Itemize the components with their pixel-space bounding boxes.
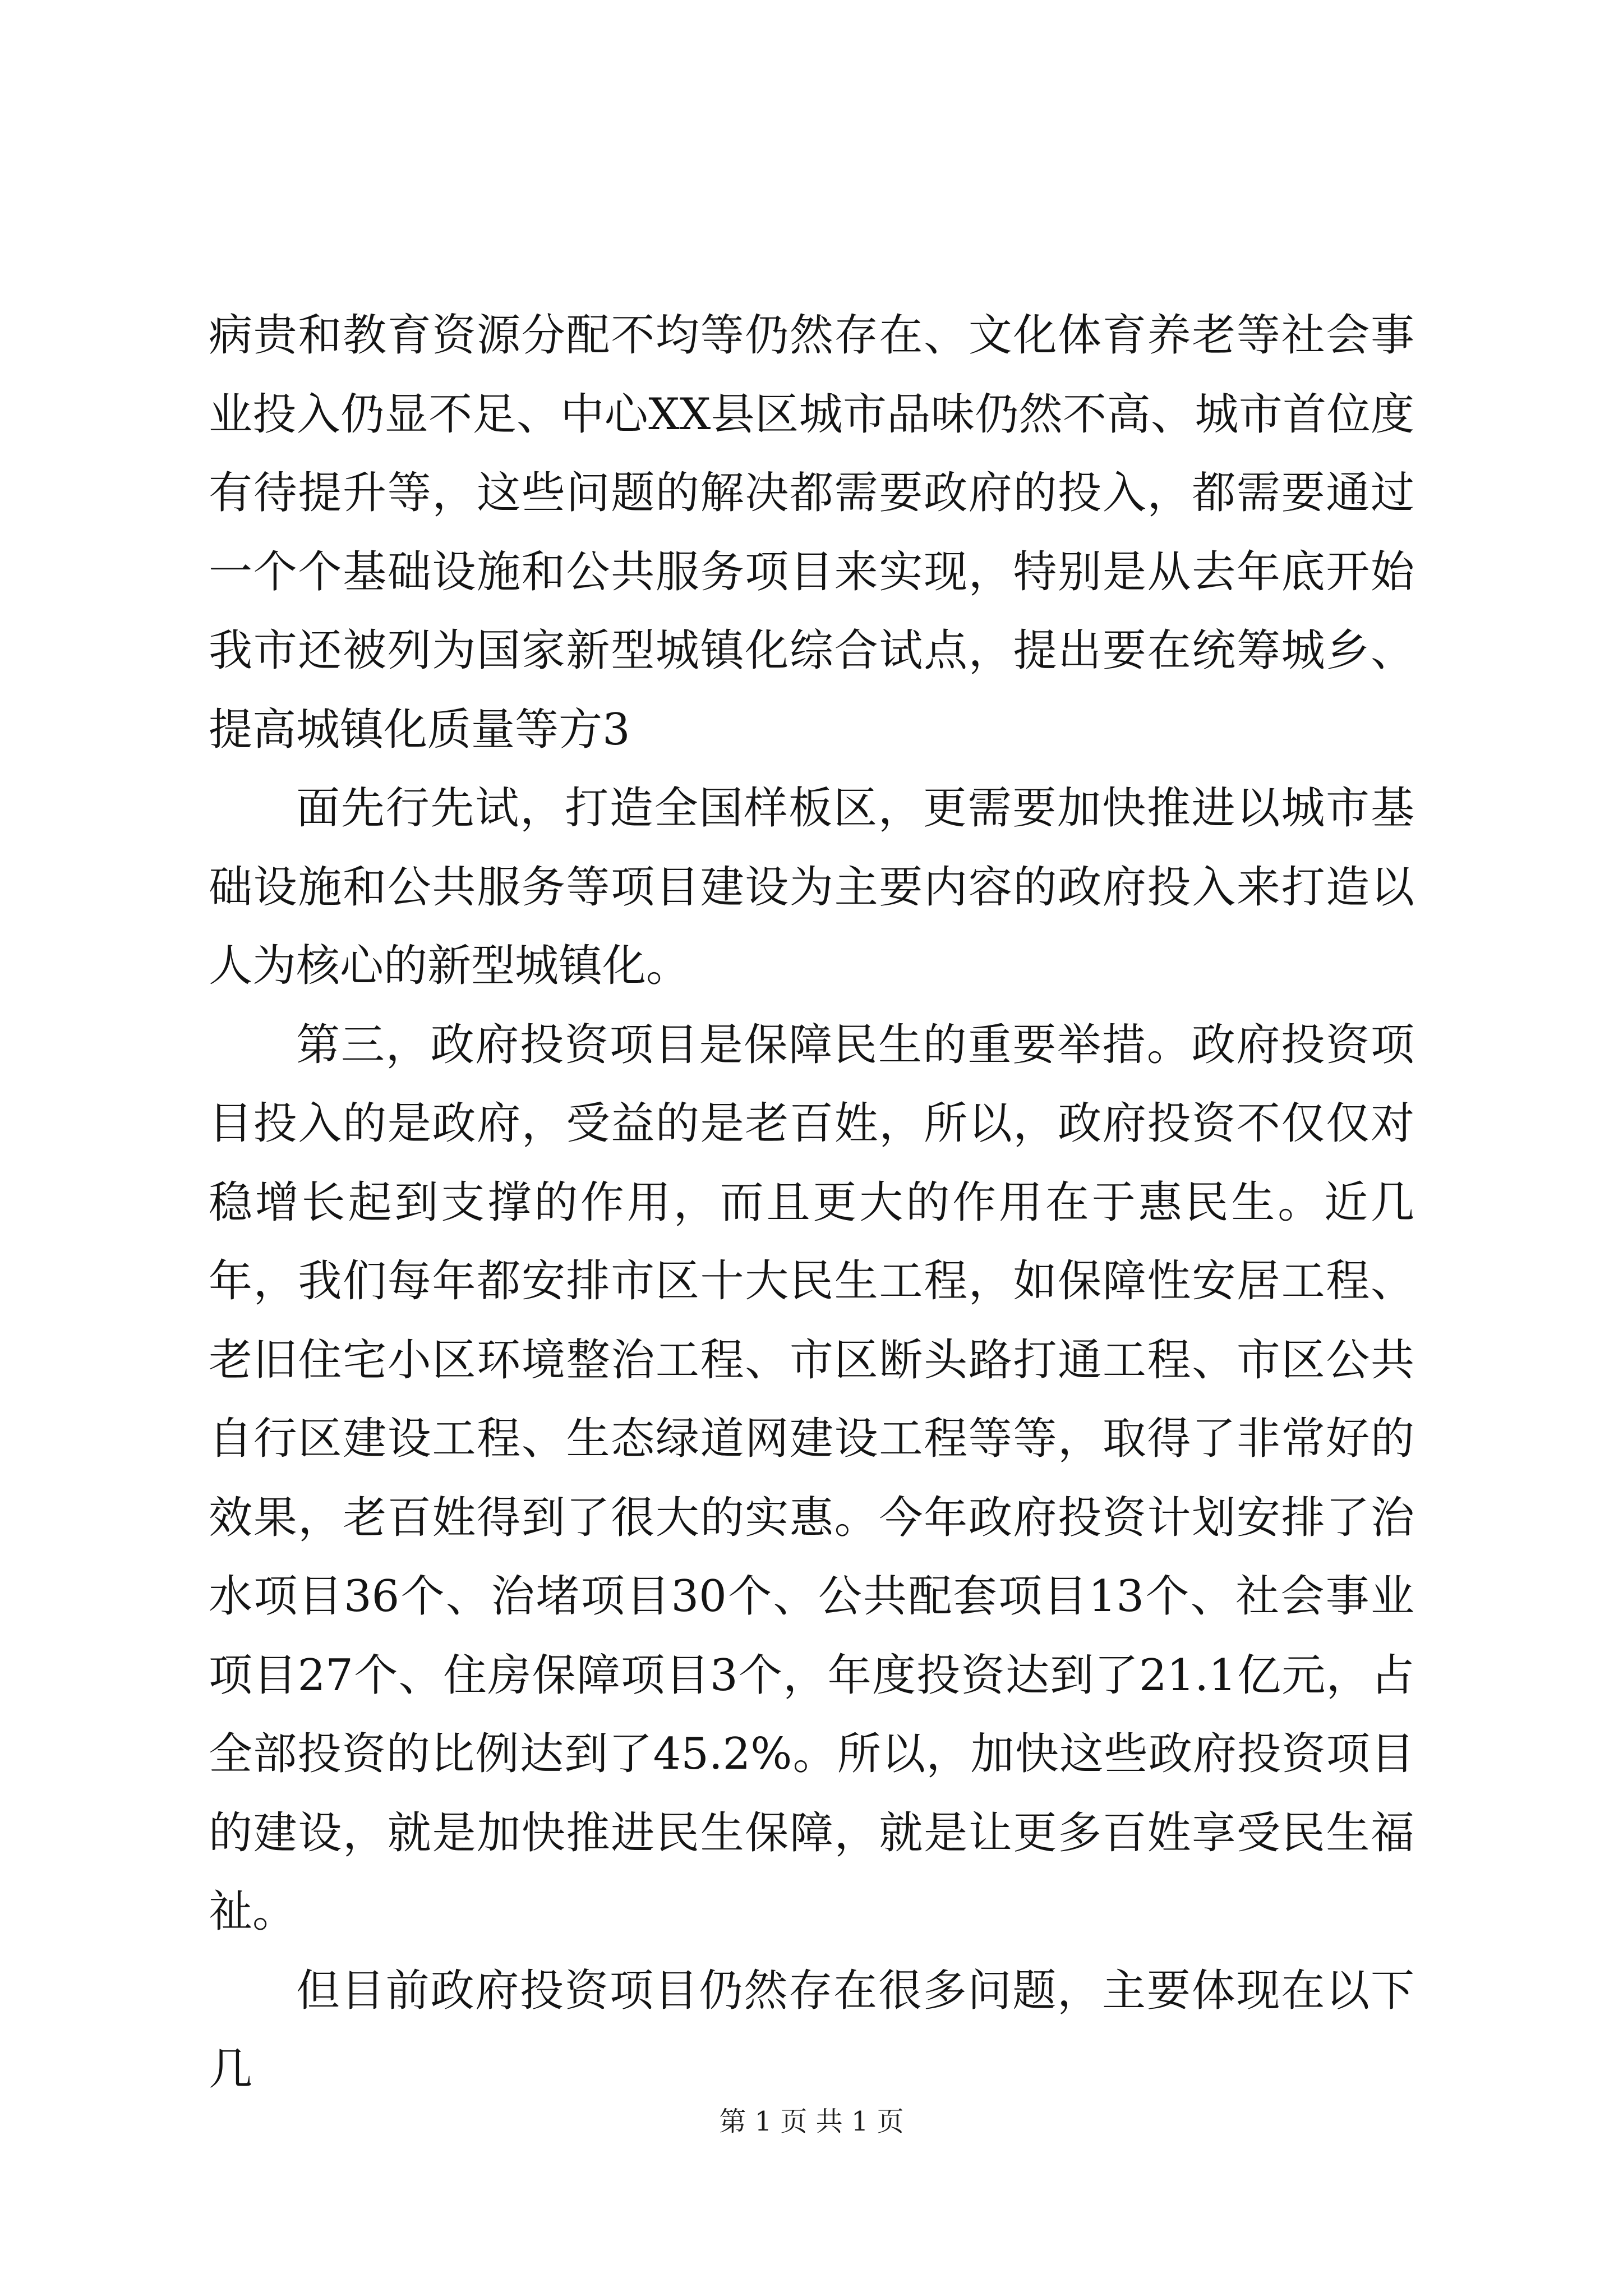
document-body	[209, 296, 1414, 2109]
page-number-footer: 第 1 页 共 1 页	[719, 2106, 904, 2137]
paragraph-1: 病贵和教育资源分配不均等仍然存在、文化体育养老等社会事业投入仍显不足、中心XX县区城市品味仍然不高、城市首位度有待提升等，这些问题的解决都需要政府的投入，都需要通过一个个基础设施和公共服务项目来实现，特别是从去年底开始我市还被列为国家新型城镇化综合试点，提出要在统筹城乡、提高城镇化质量等方3	[209, 310, 1414, 755]
paragraph-4: 但目前政府投资项目仍然存在很多问题，主要体现在以下几	[209, 1965, 1414, 2095]
paragraph-3: 第三，政府投资项目是保障民生的重要举措。政府投资项目投入的是政府，受益的是老百姓，所以，政府投资不仅仅对稳增长起到支撑的作用，而且更大的作用在于惠民生。近几年，我们每年都安排市区十大民生工程，如保障性安居工程、老旧住宅小区环境整治工程、市区断头路打通工程、市区公共自行区建设工程、生态绿道网建设工程等等，取得了非常好的效果，老百姓得到了很大的实惠。今年政府投资计划安排了治水项目36个、治堵项目30个、公共配套项目13个、社会事业项目27个、住房保障项目3个，年度投资达到了21.1亿元，占全部投资的比例达到了45.2%。所以，加快这些政府投资项目的建设，就是加快推进民生保障，就是让更多百姓享受民生福祉。	[209, 1019, 1414, 1937]
paragraph-2: 面先行先试，打造全国样板区，更需要加快推进以城市基础设施和公共服务等项目建设为主要内容的政府投入来打造以人为核心的新型城镇化。	[209, 783, 1414, 991]
